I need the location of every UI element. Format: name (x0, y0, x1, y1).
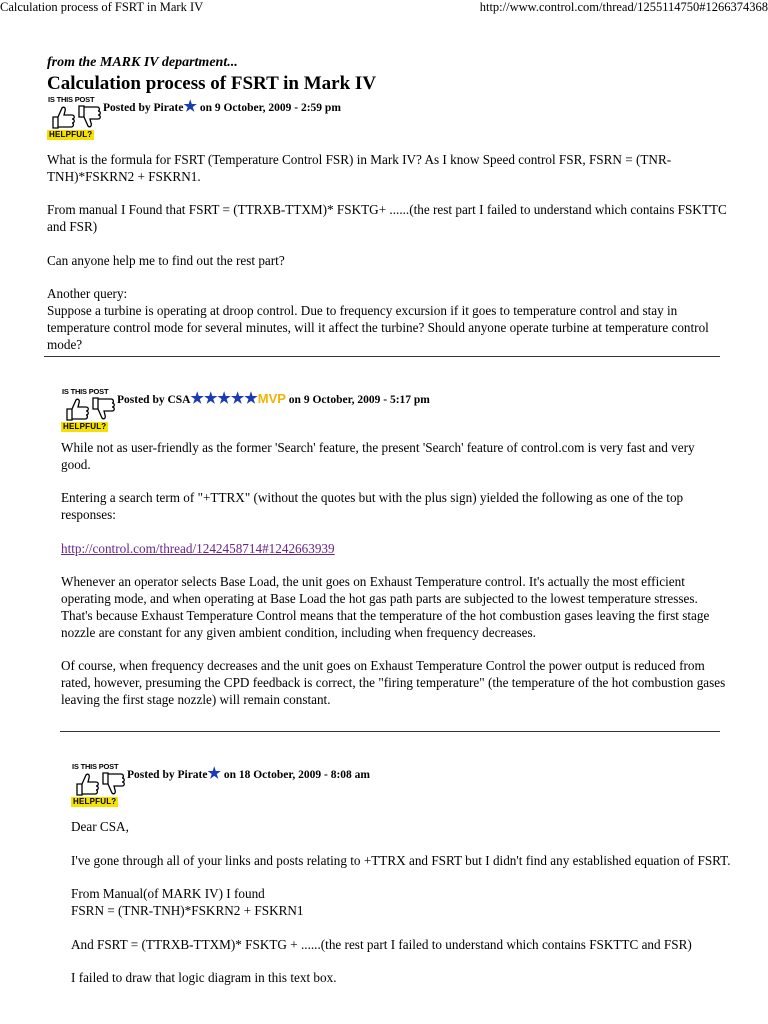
post-1 (47, 96, 727, 354)
post-paragraph: What is the formula for FSRT (Temperature Control FSR) in Mark IV? As I know Speed control FSR, FSRN = (TNR-TNH)*FSKRN2 + FSKRN1. (47, 152, 672, 184)
posted-by-label: Posted by (127, 769, 175, 781)
browser-header (0, 0, 768, 16)
thread-link[interactable]: http://control.com/thread/1242458714#1242663939 (61, 540, 335, 556)
post-paragraph: I failed to draw that logic diagram in this text box. (71, 970, 337, 986)
post-header (71, 763, 731, 809)
is-this-post-label: IS THIS POST (62, 387, 109, 396)
helpful-label: HELPFUL? (49, 130, 93, 139)
author-link[interactable]: Pirate (177, 769, 208, 781)
post-link-paragraph (61, 541, 727, 558)
post-paragraph: Dear CSA, (71, 819, 129, 834)
rating-star-icon: ★ (207, 766, 221, 782)
thumbs-up-down-icon (63, 396, 117, 422)
post-paragraph: Of course, when frequency decreases and the unit goes on Exhaust Temperature Control the power output is reduced from rated, however, presuming the CPD feedback is correct, the "firing temperature" (the temperature of the hot combustion gases leaving the first stage nozzle) will remain constant. (61, 658, 726, 707)
post-date: on 9 October, 2009 - 2:59 pm (199, 102, 341, 114)
post-paragraph: From manual I Found that FSRT = (TTRXB-TTXM)* FSKTG+ ......(the rest part I failed to understand which contains FSKTTC and FSR) (47, 202, 727, 235)
posted-by-label: Posted by (103, 102, 151, 114)
post-meta (103, 99, 341, 117)
posted-by-label: Posted by (117, 394, 165, 406)
author-link[interactable]: Pirate (153, 102, 184, 114)
helpful-badge-button[interactable] (47, 96, 105, 142)
helpful-badge-button[interactable] (61, 388, 119, 434)
post-paragraph: Another query: Suppose a turbine is operating at droop control. Due to frequency excursion if it goes to temperature control and stay in temperature control mode for several minutes, will it affect the turbine? Should anyone operate turbine at temperature control mode? (47, 286, 709, 352)
post-header (61, 388, 727, 434)
department-label: from the MARK IV department... (47, 55, 238, 70)
author-link[interactable]: CSA (167, 394, 191, 406)
post-meta (117, 391, 430, 409)
post-body (61, 440, 727, 709)
post-body (71, 819, 731, 987)
post-meta (127, 766, 370, 784)
post-paragraph: Can anyone help me to find out the rest part? (47, 252, 285, 268)
rating-star-icon: ★ (183, 99, 197, 115)
post-paragraph: From Manual(of MARK IV) I found FSRN = (TNR-TNH)*FSKRN2 + FSKRN1 (71, 886, 304, 918)
post-paragraph: And FSRT = (TTRXB-TTXM)* FSKTG + ......(the rest part I failed to understand which contains FSKTTC and FSR) (71, 936, 692, 952)
page-tab-title: Calculation process of FSRT in Mark IV (0, 0, 204, 14)
helpful-label: HELPFUL? (73, 797, 117, 806)
post-date: on 9 October, 2009 - 5:17 pm (288, 394, 430, 406)
post-date: on 18 October, 2009 - 8:08 am (223, 769, 371, 781)
post-paragraph: Entering a search term of "+TTRX" (without the quotes but with the plus sign) yielded the following as one of the top responses: (61, 490, 684, 523)
thumbs-up-down-icon (49, 104, 103, 130)
post-paragraph: Whenever an operator selects Base Load, the unit goes on Exhaust Temperature control. It's actually the most efficient operating mode, and when operating at Base Load the hot gas path parts are subjected to the lowest temperature stresses. That's because Exhaust Temperature Control means that the temperature of the hot combustion gases leaving the first stage nozzle are constant for any given ambient condition, including when frequency decreases. (61, 574, 710, 640)
post-divider (44, 356, 720, 357)
post-paragraph: I've gone through all of your links and posts relating to +TTRX and FSRT but I didn't find any established equation of FSRT. (71, 852, 731, 868)
helpful-badge-button[interactable] (71, 763, 129, 809)
post-paragraph: While not as user-friendly as the former 'Search' feature, the present 'Search' feature of control.com is very fast and very good. (61, 440, 695, 472)
thread-title: Calculation process of FSRT in Mark IV (47, 73, 377, 94)
thumbs-up-down-icon (73, 771, 127, 797)
post-2 (61, 388, 727, 709)
is-this-post-label: IS THIS POST (72, 762, 119, 771)
rating-stars-icon: ★★★★★ (190, 391, 258, 407)
post-header (47, 96, 727, 142)
post-body (47, 152, 727, 354)
mvp-badge: MVP (257, 391, 286, 406)
helpful-label: HELPFUL? (63, 422, 107, 431)
post-3 (71, 763, 731, 987)
page-url[interactable]: http://www.control.com/thread/1255114750#1266374368 (479, 0, 768, 14)
post-divider (60, 731, 720, 732)
is-this-post-label: IS THIS POST (48, 95, 95, 104)
